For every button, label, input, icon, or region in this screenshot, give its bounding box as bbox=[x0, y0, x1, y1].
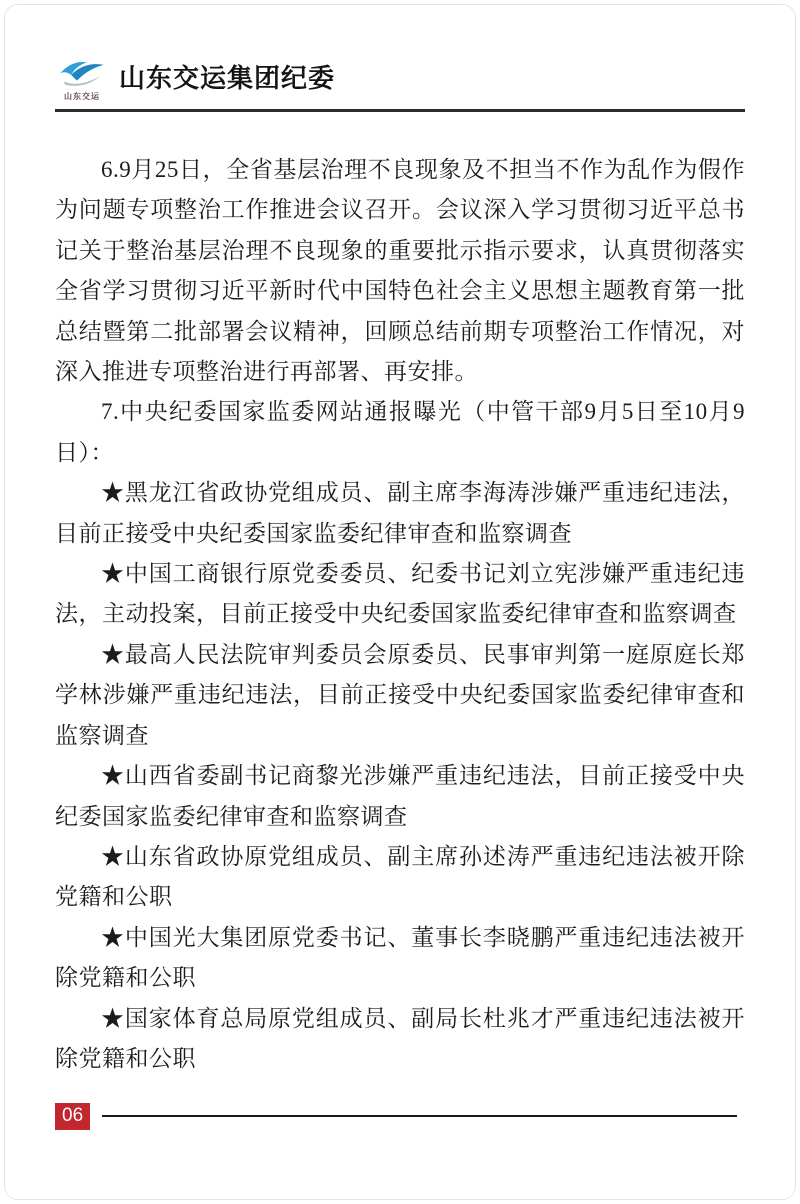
logo-caption: 山东交运 bbox=[64, 92, 100, 101]
page-footer bbox=[55, 1103, 745, 1130]
page-number-badge: 06 bbox=[55, 1103, 90, 1130]
body-paragraph: ★国家体育总局原党组成员、副局长杜兆才严重违纪违法被开除党籍和公职 bbox=[55, 1005, 745, 1071]
body-paragraph: ★最高人民法院审判委员会原委员、民事审判第一庭原庭长郑学林涉嫌严重违纪违法，目前正接受中央纪委国家监委纪律审查和监察调查 bbox=[55, 641, 745, 748]
body-paragraph: ★山东省政协原党组成员、副主席孙述涛严重违纪违法被开除党籍和公职 bbox=[55, 843, 745, 910]
page-title: 山东交运集团纪委 bbox=[119, 63, 336, 94]
body-paragraph: ★黑龙江省政协党组成员、副主席李海涛涉嫌严重违纪违法，目前正接受中央纪委国家监委纪律审查和监察调查 bbox=[55, 480, 745, 546]
body-paragraph: ★中国工商银行原党委委员、纪委书记刘立宪涉嫌严重违纪违法，主动投案，目前正接受中央纪委国家监委纪律审查和监察调查 bbox=[55, 561, 745, 627]
footer-divider bbox=[102, 1115, 737, 1117]
body-paragraph: ★中国光大集团原党委书记、董事长李晓鹏严重违纪违法被开除党籍和公职 bbox=[55, 924, 745, 991]
company-logo bbox=[55, 56, 109, 101]
body-paragraph: 6.9月25日，全省基层治理不良现象及不担当不作为乱作为假作为问题专项整治工作推进会议召开。会议深入学习贯彻习近平总书记关于整治基层治理不良现象的重要批示指示要求，认真贯彻落实全省学习贯彻习近平新时代中国特色社会主义思想主题教育第一批总结暨第二批部署会议精神，回顾总结前期专项整治工作情况，对深入推进专项整治进行再部署、再安排。 bbox=[55, 157, 745, 385]
body-paragraph: 7.中央纪委国家监委网站通报曝光（中管干部9月5日至10月9日）： bbox=[55, 399, 745, 465]
bird-swoosh-icon bbox=[57, 56, 107, 92]
body-paragraph: ★山西省委副书记商黎光涉嫌严重违纪违法，目前正接受中央纪委国家监委纪律审查和监察调查 bbox=[55, 763, 745, 829]
header-divider bbox=[55, 109, 745, 112]
document-body bbox=[55, 150, 745, 1079]
page-header bbox=[55, 56, 745, 112]
